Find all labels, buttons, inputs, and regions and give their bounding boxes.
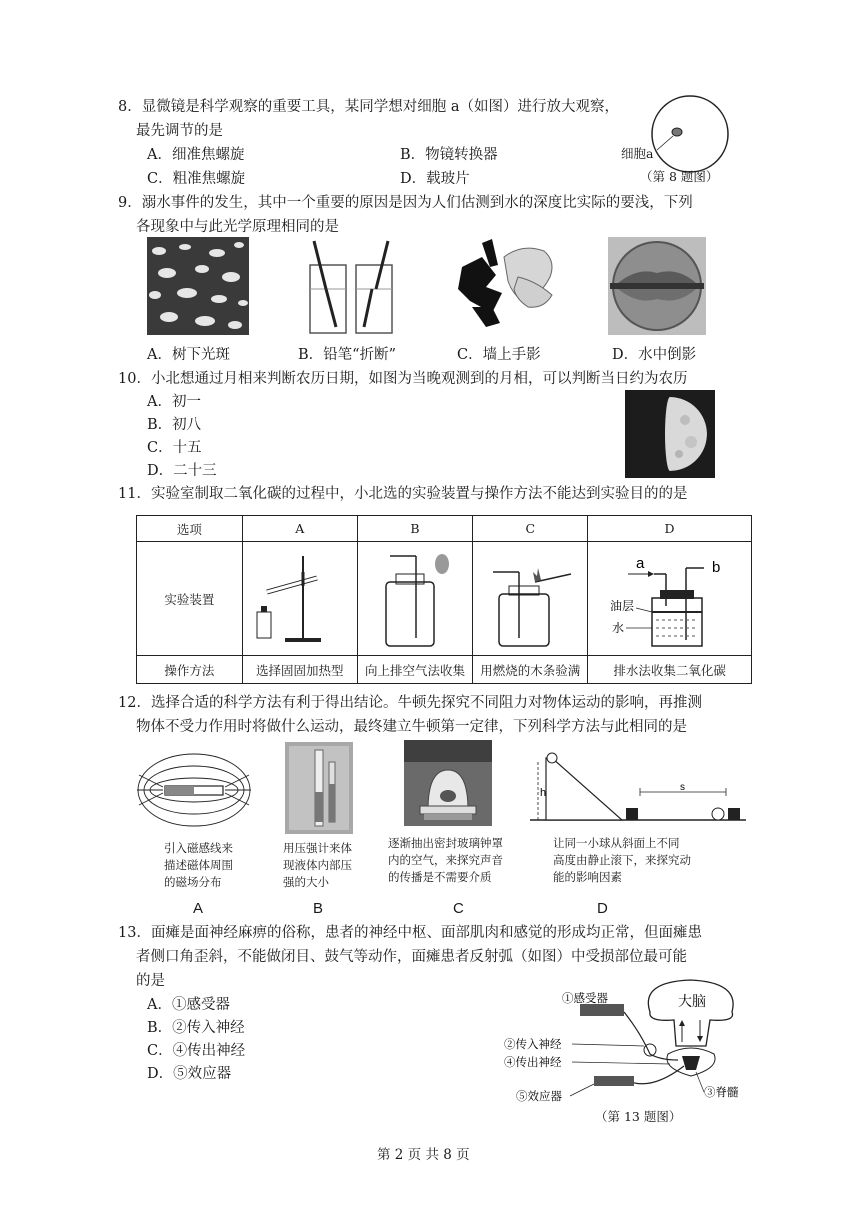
q9-pencil-in-water-image — [302, 237, 402, 335]
q8-cell-label: 细胞a — [621, 146, 654, 161]
q9-water-reflection-image — [608, 237, 706, 335]
q11-apparatus-d-cell — [588, 542, 752, 656]
q11-header-b: B — [357, 516, 473, 542]
q10-stem: 10．小北想通过月相来判断农历日期，如图为当晚观测到的月相，可以判断当日约为农历 — [118, 371, 688, 387]
q11-method-row — [137, 656, 752, 684]
q9-hand-shadow-image — [452, 237, 560, 335]
q12-height-label: h — [540, 787, 547, 799]
q11-header-row — [137, 516, 752, 542]
q13-stem-line2: 者侧口角歪斜，不能做闭目、鼓气等动作，面瘫患者反射弧（如图）中受损部位最可能 — [136, 949, 687, 965]
q13-option-a: A．①感受器 — [147, 997, 230, 1013]
q11-d-label-a: a — [635, 555, 644, 572]
q12-stem-line2: 物体不受力作用时将做什么运动，最终建立牛顿第一定律，下列科学方法与此相同的是 — [136, 719, 687, 735]
q13-option-c: C．④传出神经 — [147, 1043, 246, 1059]
q12-letter-b: B — [313, 900, 324, 917]
q13-option-b: B．②传入神经 — [147, 1020, 245, 1036]
q12-distance-label: s — [680, 782, 685, 793]
q13-label-spinal-cord: ③脊髓 — [704, 1085, 739, 1099]
page-footer: 第 2 页 共 8 页 — [377, 1147, 470, 1163]
q9-option-a: A．树下光斑 — [147, 347, 230, 363]
q8-option-d: D．载玻片 — [400, 171, 470, 187]
q11-method-d: 排水法收集二氧化碳 — [588, 656, 752, 684]
q12-magnetic-field-image — [133, 745, 255, 835]
q9-stem-line1: 9．溺水事件的发生，其中一个重要的原因是因为人们估测到水的深度比实际的要浅，下列 — [118, 195, 693, 211]
q9-stem-line2: 各现象中与此光学原理相同的是 — [136, 219, 339, 235]
q11-method-c: 用燃烧的木条验满 — [473, 656, 588, 684]
q11-d-label-b: b — [711, 559, 720, 576]
q13-stem-line1: 13．面瘫是面神经麻痹的俗称，患者的神经中枢、面部肌肉和感觉的形成均正常，但面瘫患 — [118, 925, 702, 941]
q8-option-c: C．粗准焦螺旋 — [147, 171, 246, 187]
q13-label-receptor: ①感受器 — [562, 991, 608, 1005]
q10-option-c: C．十五 — [147, 440, 202, 456]
q11-method-label: 操作方法 — [137, 656, 243, 684]
q11-apparatus-a-image — [245, 542, 355, 652]
q10-option-a: A．初一 — [147, 394, 201, 410]
q13-label-afferent: ②传入神经 — [504, 1037, 562, 1051]
q8-option-a: A．细准焦螺旋 — [147, 147, 245, 163]
q8-figure-caption: （第 8 题图） — [640, 169, 719, 184]
q9-option-b: B．铅笔“折断” — [298, 347, 396, 363]
q10-moon-phase-image — [625, 390, 715, 478]
q8-stem-line2: 最先调节的是 — [136, 123, 223, 139]
q12-bell-jar-image — [404, 740, 492, 826]
q12-letter-c: C — [453, 900, 464, 917]
q12-pressure-gauge-image — [285, 742, 353, 834]
q9-option-c: C．墙上手影 — [457, 347, 541, 363]
q11-apparatus-b-cell — [357, 542, 473, 656]
q11-header-c: C — [473, 516, 588, 542]
q13-brain-label: 大脑 — [678, 994, 706, 1010]
q12-caption-c: 逐渐抽出密封玻璃钟罩 内的空气，来探究声音 的传播是不需要介质 — [388, 836, 503, 884]
q11-method-b: 向上排空气法收集 — [357, 656, 473, 684]
q11-apparatus-d-image — [590, 542, 750, 652]
q10-option-d: D．二十三 — [147, 463, 217, 479]
q13-label-efferent: ④传出神经 — [504, 1055, 562, 1069]
q11-apparatus-row — [137, 542, 752, 656]
q8-option-b: B．物镜转换器 — [400, 147, 498, 163]
q12-caption-b: 用压强计来体 现液体内部压 强的大小 — [283, 841, 352, 889]
q11-method-a: 选择固固加热型 — [242, 656, 357, 684]
q13-stem-line3: 的是 — [136, 973, 165, 989]
q13-figure-caption: （第 13 题图） — [595, 1109, 682, 1124]
q11-header-d: D — [588, 516, 752, 542]
q12-ramp-ball-image — [530, 752, 748, 826]
q12-caption-d: 让同一小球从斜面上不同 高度由静止滚下，来探究动 能的影响因素 — [553, 836, 691, 884]
q11-header-a: A — [242, 516, 357, 542]
q12-letter-d: D — [597, 900, 608, 917]
q11-header-option: 选项 — [137, 516, 243, 542]
q11-d-label-water: 水 — [611, 621, 624, 635]
q11-apparatus-c-image — [475, 542, 585, 652]
q8-stem-line1: 8．显微镜是科学观察的重要工具，某同学想对细胞 a（如图）进行放大观察， — [118, 99, 619, 115]
q13-reflex-arc-diagram — [500, 976, 760, 1108]
q11-d-label-oil: 油层 — [609, 599, 634, 613]
q11-options-table — [136, 515, 752, 684]
q9-tree-light-spots-image — [147, 237, 249, 335]
q11-apparatus-b-image — [360, 542, 470, 652]
q12-stem-line1: 12．选择合适的科学方法有利于得出结论。牛顿先探究不同阻力对物体运动的影响，再推测 — [118, 695, 702, 711]
q11-apparatus-label: 实验装置 — [137, 542, 243, 656]
q13-option-d: D．⑤效应器 — [147, 1066, 232, 1082]
q11-apparatus-a-cell — [242, 542, 357, 656]
q11-apparatus-c-cell — [473, 542, 588, 656]
q12-letter-a: A — [193, 900, 204, 917]
q10-option-b: B．初八 — [147, 417, 202, 433]
q12-caption-a: 引入磁感线来 描述磁体周围 的磁场分布 — [164, 841, 233, 889]
q13-label-effector: ⑤效应器 — [516, 1089, 562, 1103]
q11-stem: 11．实验室制取二氧化碳的过程中，小北选的实验装置与操作方法不能达到实验目的的是 — [118, 486, 688, 502]
q9-option-d: D．水中倒影 — [612, 347, 697, 363]
